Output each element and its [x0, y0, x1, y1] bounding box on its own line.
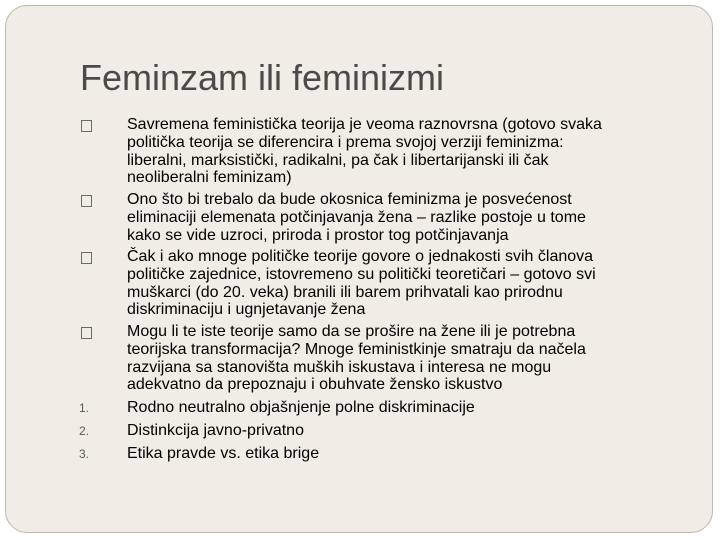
square-bullet-icon [81, 252, 92, 264]
bullet-text [127, 191, 672, 244]
bullet-line: kako se vide uzroci, priroda i prostor tog potčinjavanja [127, 226, 509, 244]
bullet-line: eliminaciji elemenata potčinjavanja žena – razlike postoje u tome [127, 208, 586, 226]
bullet-line: diskriminaciju i ugnjetavanje žena [127, 301, 366, 319]
bullet-line: Čak i ako mnoge političke teorije govore o jednakosti svih članova [127, 248, 594, 265]
bullet-line: liberalni, marksistički, radikalni, pa čak i libertarijanski ili čak [127, 151, 549, 169]
bullet-line: neoliberalni feminizam) [127, 169, 292, 187]
item-number: 3. [79, 447, 90, 461]
square-bullet-icon [81, 195, 92, 207]
bullet-line: Savremena feministička teorija je veoma raznovrsna (gotovo svaka [127, 116, 602, 133]
numbered-text: Distinkcija javno-privatno [127, 422, 304, 439]
bullet-marker [79, 116, 119, 137]
bullet-text [127, 116, 672, 187]
bullet-line: Ono što bi trebalo da bude okosnica feminizma je posvećenost [127, 191, 572, 208]
bullet-marker [79, 248, 119, 269]
item-number: 2. [79, 424, 90, 438]
bullet-line: razvijana sa stanovišta muških iskustava i interesa ne mogu [127, 358, 552, 376]
square-bullet-icon [81, 327, 92, 339]
numbered-text: Rodno neutralno objašnjenje polne diskriminacije [127, 399, 475, 416]
bullet-line: adekvatno da prepoznaju i obuhvate žensko iskustvo [127, 376, 503, 394]
bullet-line: teorijska transformacija? Mnoge feministkinje smatraju da načela [127, 340, 586, 358]
bullet-marker [79, 191, 119, 212]
bullet-line: političke zajednice, istovremeno su politički teoretičari – gotovo svi [127, 265, 596, 283]
square-bullet-icon [81, 120, 92, 132]
bullet-line: muškarci (do 20. veka) branili ili barem prihvatali kao prirodnu [127, 283, 563, 301]
bullet-text [127, 248, 672, 319]
bullet-marker [79, 323, 119, 344]
slide-title: Feminzam ili feminizmi [80, 57, 445, 98]
bullet-line: Mogu li te iste teorije samo da se prošire na žene ili je potrebna [127, 323, 576, 340]
bullet-line: politička teorija se diferencira i prema svojoj verziji feminizma: [127, 133, 564, 151]
numbered-text: Etika pravde vs. etika brige [127, 445, 320, 462]
bullet-text [127, 323, 672, 394]
item-number: 1. [79, 401, 90, 415]
